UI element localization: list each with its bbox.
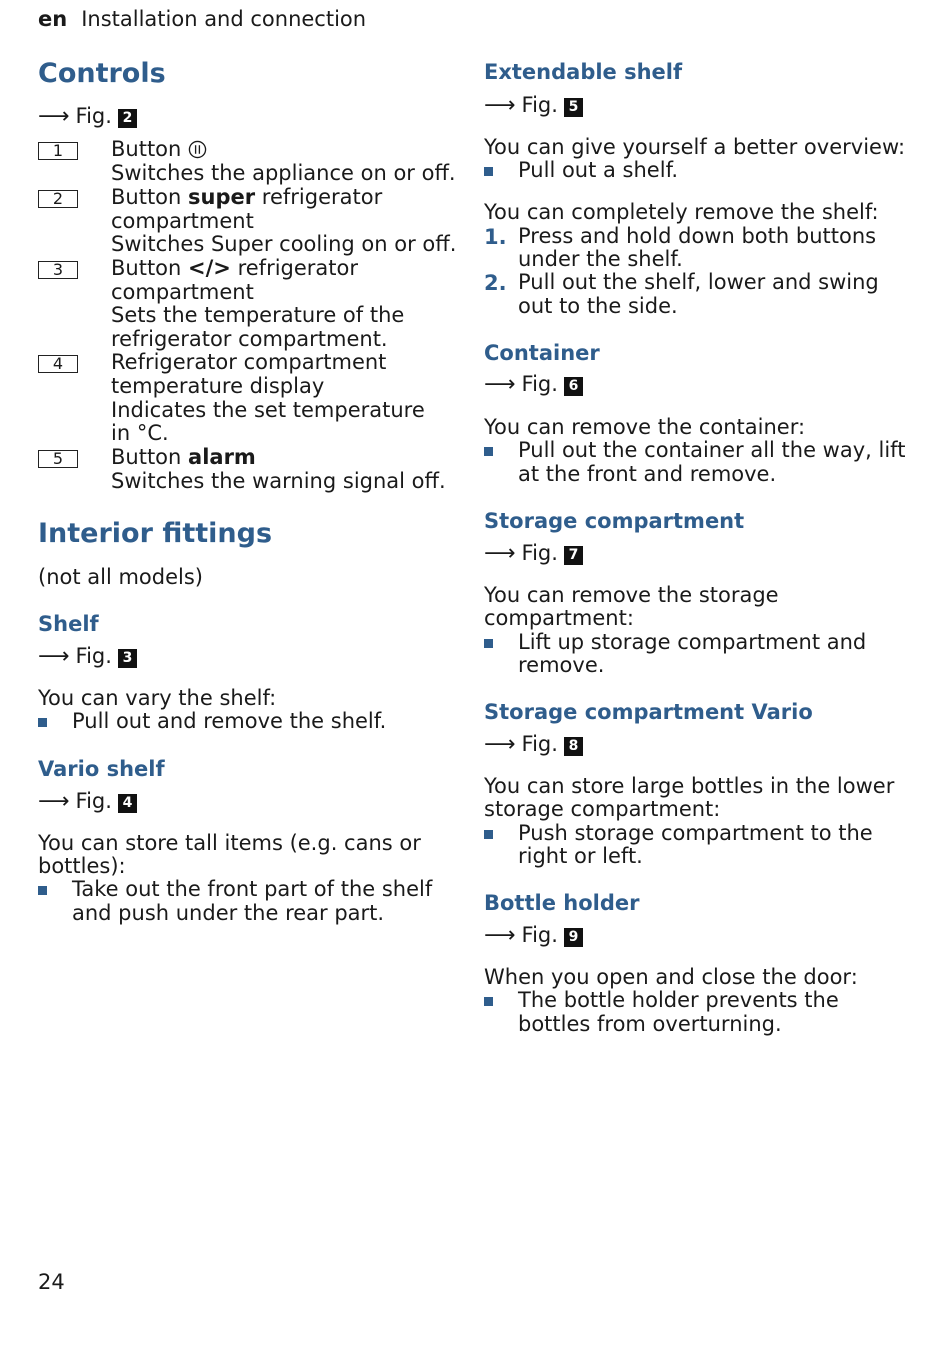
control-item-title: Button alarm xyxy=(111,445,256,469)
vario-shelf-intro: bottles): xyxy=(38,854,126,878)
control-item-title: Refrigerator compartment xyxy=(111,350,387,374)
control-item-desc: refrigerator compartment. xyxy=(111,327,388,351)
container-bullet-cont: at the front and remove. xyxy=(518,462,777,486)
control-number-box: 1 xyxy=(38,142,78,160)
storage-compartment-heading: Storage compartment xyxy=(484,509,745,533)
storage-compartment-intro: You can remove the storage xyxy=(484,583,779,607)
fig-number-badge: 9 xyxy=(564,928,583,947)
controls-fig-ref: ⟶ Fig. 2 xyxy=(38,104,137,129)
control-item-desc: in °C. xyxy=(111,421,169,445)
control-number-box: 5 xyxy=(38,450,78,468)
control-item-title: Button super refrigerator xyxy=(111,185,383,209)
storage-compartment-fig-ref: ⟶ Fig. 7 xyxy=(484,541,583,566)
fig-arrow-icon: ⟶ xyxy=(484,372,516,397)
extendable-shelf-heading: Extendable shelf xyxy=(484,60,683,84)
section-title: Installation and connection xyxy=(81,7,367,31)
fig-number-badge: 6 xyxy=(564,377,583,396)
bottle-holder-fig-ref: ⟶ Fig. 9 xyxy=(484,923,583,948)
page-number: 24 xyxy=(38,1270,65,1294)
storage-vario-intro: storage compartment: xyxy=(484,797,721,821)
fig-number-badge: 8 xyxy=(564,737,583,756)
square-bullet-icon xyxy=(38,718,47,727)
control-item-desc: Indicates the set temperature xyxy=(111,398,425,422)
storage-compartment-intro: compartment: xyxy=(484,606,634,630)
container-fig-ref: ⟶ Fig. 6 xyxy=(484,372,583,397)
step-number: 1. xyxy=(484,225,507,249)
container-intro: You can remove the container: xyxy=(484,415,806,439)
container-heading: Container xyxy=(484,341,600,365)
square-bullet-icon xyxy=(38,886,47,895)
control-item-title: Button xyxy=(111,138,207,162)
shelf-bullet: Pull out and remove the shelf. xyxy=(72,709,387,733)
shelf-fig-ref: ⟶ Fig. 3 xyxy=(38,644,137,669)
control-item-desc: Switches the warning signal off. xyxy=(111,469,446,493)
storage-compartment-bullet-cont: remove. xyxy=(518,653,605,677)
vario-shelf-intro: You can store tall items (e.g. cans or xyxy=(38,831,421,855)
fig-arrow-icon: ⟶ xyxy=(484,93,516,118)
bottle-holder-bullet: The bottle holder prevents the xyxy=(518,988,839,1012)
storage-vario-bullet-cont: right or left. xyxy=(518,844,643,868)
container-bullet: Pull out the container all the way, lift xyxy=(518,438,906,462)
fig-arrow-icon: ⟶ xyxy=(484,923,516,948)
fig-number-badge: 7 xyxy=(564,546,583,565)
fig-arrow-icon: ⟶ xyxy=(38,789,70,814)
step-text-cont: under the shelf. xyxy=(518,247,683,271)
step-text: Pull out the shelf, lower and swing xyxy=(518,270,879,294)
vario-shelf-heading: Vario shelf xyxy=(38,757,165,781)
shelf-intro: You can vary the shelf: xyxy=(38,686,277,710)
page-header xyxy=(38,7,366,31)
language-code: en xyxy=(38,7,68,31)
square-bullet-icon xyxy=(484,167,493,176)
power-icon xyxy=(188,140,207,159)
controls-heading: Controls xyxy=(38,58,166,89)
vario-shelf-bullet: Take out the front part of the shelf xyxy=(72,877,433,901)
storage-compartment-bullet: Lift up storage compartment and xyxy=(518,630,867,654)
storage-vario-fig-ref: ⟶ Fig. 8 xyxy=(484,732,583,757)
control-number-box: 4 xyxy=(38,355,78,373)
vario-shelf-bullet-cont: and push under the rear part. xyxy=(72,901,385,925)
control-item-desc: Switches the appliance on or off. xyxy=(111,161,456,185)
fig-arrow-icon: ⟶ xyxy=(38,644,70,669)
fig-arrow-icon: ⟶ xyxy=(484,732,516,757)
fig-number-badge: 3 xyxy=(118,649,137,668)
control-item-desc: Sets the temperature of the xyxy=(111,303,405,327)
square-bullet-icon xyxy=(484,447,493,456)
extendable-shelf-intro: You can give yourself a better overview: xyxy=(484,135,906,159)
storage-vario-intro: You can store large bottles in the lower xyxy=(484,774,895,798)
extendable-shelf-bullet: Pull out a shelf. xyxy=(518,158,679,182)
step-number: 2. xyxy=(484,271,507,295)
fig-number-badge: 2 xyxy=(118,109,137,128)
bottle-holder-intro: When you open and close the door: xyxy=(484,965,858,989)
shelf-heading: Shelf xyxy=(38,612,99,636)
vario-shelf-fig-ref: ⟶ Fig. 4 xyxy=(38,789,137,814)
interior-fittings-note: (not all models) xyxy=(38,565,203,589)
control-item-title-cont: compartment xyxy=(111,280,254,304)
control-number-box: 3 xyxy=(38,261,78,279)
control-item-desc: Switches Super cooling on or off. xyxy=(111,232,457,256)
step-text-cont: out to the side. xyxy=(518,294,678,318)
bottle-holder-bullet-cont: bottles from overturning. xyxy=(518,1012,782,1036)
fig-number-badge: 4 xyxy=(118,794,137,813)
bottle-holder-heading: Bottle holder xyxy=(484,891,640,915)
square-bullet-icon xyxy=(484,639,493,648)
step-text: Press and hold down both buttons xyxy=(518,224,877,248)
fig-arrow-icon: ⟶ xyxy=(38,104,70,129)
square-bullet-icon xyxy=(484,997,493,1006)
extendable-shelf-intro2: You can completely remove the shelf: xyxy=(484,200,879,224)
storage-vario-bullet: Push storage compartment to the xyxy=(518,821,873,845)
storage-vario-heading: Storage compartment Vario xyxy=(484,700,813,724)
interior-fittings-heading: Interior fittings xyxy=(38,518,273,549)
fig-arrow-icon: ⟶ xyxy=(484,541,516,566)
control-number-box: 2 xyxy=(38,190,78,208)
fig-number-badge: 5 xyxy=(564,98,583,117)
control-item-title-cont: temperature display xyxy=(111,374,325,398)
square-bullet-icon xyxy=(484,830,493,839)
control-item-title: Button </> refrigerator xyxy=(111,256,359,280)
control-item-title-cont: compartment xyxy=(111,209,254,233)
extendable-shelf-fig-ref: ⟶ Fig. 5 xyxy=(484,93,583,118)
